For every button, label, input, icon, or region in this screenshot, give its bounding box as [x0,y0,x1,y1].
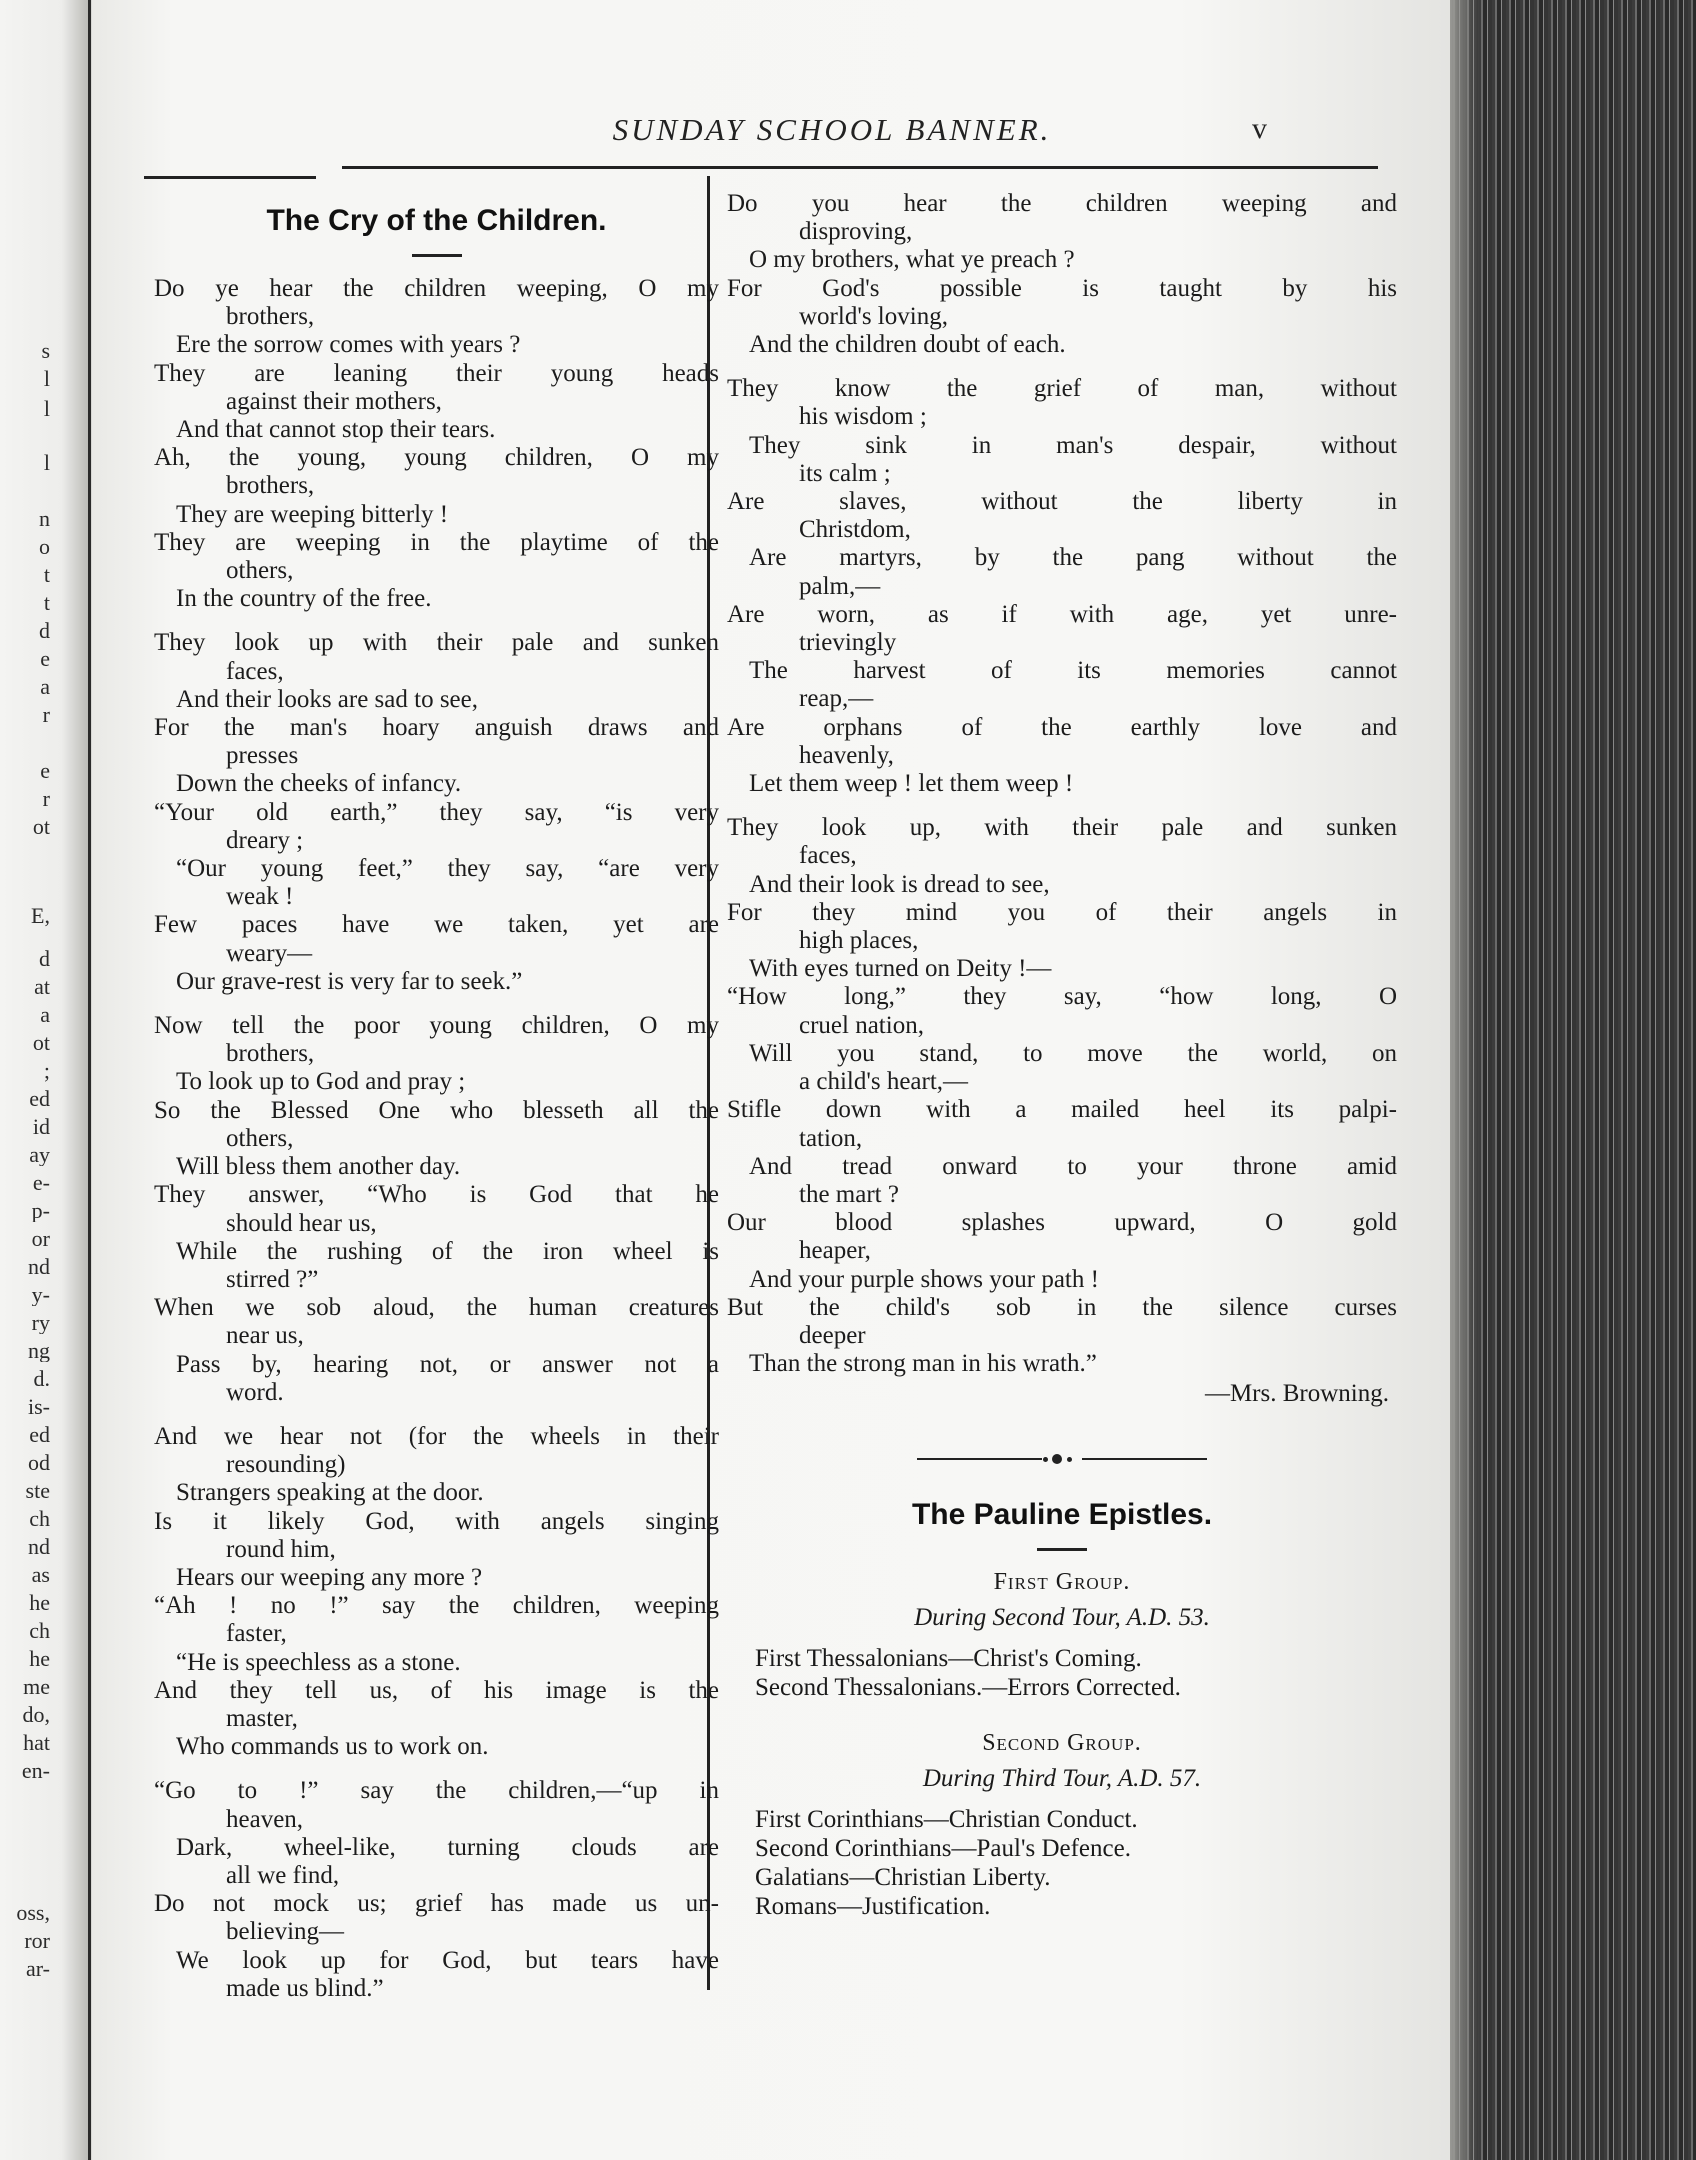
adjacent-page-fragment: ror [24,1930,50,1952]
poem-line: With eyes turned on Deity !— [749,955,1052,983]
stanza-break [154,996,719,1012]
book-page-edges [1450,0,1696,2160]
poem-line: And the children doubt of each. [749,331,1066,359]
poem-line: against their mothers, [226,387,442,415]
poem-line: “How long,” they say, “how long, O [727,983,1397,1011]
poem-line: They know the grief of man, without [727,375,1397,403]
adjacent-page-fragment: y- [31,1284,50,1306]
poem-line: Few paces have we taken, yet are [154,911,719,939]
adjacent-page-fragment: at [34,976,50,998]
adjacent-page-fragment: ar- [26,1958,50,1980]
poem-line: weary— [226,939,313,967]
adjacent-page-fragment: he [29,1592,50,1614]
adjacent-page-fragment: ste [25,1480,50,1502]
section-ornament [917,1452,1207,1466]
poem-line: And their looks are sad to see, [176,685,479,713]
poem-line: “Ah ! no !” say the children, weeping [154,1592,719,1620]
poem-line: Dark, wheel-like, turning clouds are [176,1833,719,1861]
poem-attribution: —Mrs. Browning. [1204,1380,1389,1408]
poem-line: faces, [226,657,284,685]
poem-line: They look up with their pale and sunken [154,629,719,657]
poem-line: Christdom, [799,516,911,544]
poem-line: brothers, [226,1040,315,1068]
stanza-break [154,1407,719,1423]
left-column [154,190,719,2003]
poem-line: Now tell the poor young children, O my [154,1012,719,1040]
epistle-entry: First Thessalonians—Christ's Coming. [755,1645,1142,1673]
poem-line: And their look is dread to see, [749,870,1050,898]
adjacent-page-fragment: ng [28,1340,50,1362]
adjacent-page-fragment: t [43,592,50,614]
adjacent-page-fragment: is- [28,1396,50,1418]
title-rule [412,254,462,257]
group-period: During Third Tour, A.D. 57. [922,1765,1202,1793]
poem-line: For the man's hoary anguish draws and [154,714,719,742]
adjacent-page-fragment: hat [23,1732,50,1754]
poem-line: And tread onward to your throne amid [749,1152,1397,1180]
poem-line: They are weeping bitterly ! [176,500,449,528]
poem-line: others, [226,1124,294,1152]
poem-left-lines [154,275,719,2003]
poem-line: the mart ? [799,1180,899,1208]
stanza-break [154,1761,719,1777]
poem-line: In the country of the free. [176,585,432,613]
poem-line: Are martyrs, by the pang without the [749,544,1397,572]
adjacent-page-fragment: a [40,1004,50,1026]
poem-line: faster, [226,1620,287,1648]
poem-line: dreary ; [226,826,304,854]
adjacent-page-fragment: ch [29,1620,50,1642]
poem-line: Do you hear the children weeping and [727,190,1397,217]
poem-line: tation, [799,1124,863,1152]
adjacent-page-fragment: ry [31,1312,50,1334]
adjacent-page-fragment: r [42,788,50,810]
adjacent-page-fragment: ot [32,1032,50,1054]
poem-line: They answer, “Who is God that he [154,1181,719,1209]
adjacent-page-fragment: ch [29,1508,50,1530]
poem-line: So the Blessed One who blesseth all the [154,1096,719,1124]
poem-line: We look up for God, but tears have [176,1946,719,1974]
poem-line: For God's possible is taught by his [727,274,1397,302]
adjacent-page-fragment: oss, [16,1902,50,1924]
poem-line: brothers, [226,472,315,500]
poem-line: O my brothers, what ye preach ? [749,246,1075,274]
stanza-break [727,798,1397,814]
poem-line: Pass by, hearing not, or answer not a [176,1350,719,1378]
adjacent-page-fragment: d [39,620,50,642]
poem-line: For they mind you of their angels in [727,898,1397,926]
poem-line: heavenly, [799,741,894,769]
epistle-groups [727,1569,1397,1921]
poem-line: Are worn, as if with age, yet unre- [727,600,1397,628]
poem-line: Will you stand, to move the world, on [749,1039,1397,1067]
page-number: v [1252,112,1267,145]
poem-line: They are weeping in the playtime of the [154,528,719,556]
poem-line: all we find, [226,1861,340,1889]
adjacent-page-fragment: nd [28,1536,50,1558]
poem-line: They are leaning their young heads [154,359,719,387]
stanza-break [154,613,719,629]
poem-line: But the child's sob in the silence curses [727,1293,1397,1321]
poem-line: master, [226,1704,298,1732]
stanza-break [727,359,1397,375]
poem-line: heaven, [226,1805,304,1833]
poem-line: its calm ; [799,459,891,487]
poem-line: brothers, [226,303,315,331]
poem-line: word. [226,1378,284,1406]
poem-line: Who commands us to work on. [176,1733,489,1761]
adjacent-page-fragment: ed [29,1088,50,1110]
poem-line: Down the cheeks of infancy. [176,770,462,798]
adjacent-page-fragment: or [31,1228,50,1250]
poem-line: near us, [226,1322,304,1350]
adjacent-page-fragment: d [39,948,50,970]
adjacent-page-fragment: e [40,760,50,782]
adjacent-page-fragment: as [31,1564,50,1586]
epistle-entry: Second Thessalonians.—Errors Corrected. [755,1674,1181,1702]
poem-line: trievingly [799,629,897,657]
adjacent-page-fragment: ot [32,816,50,838]
poem-line: They sink in man's despair, without [749,431,1397,459]
poem-line: faces, [799,842,857,870]
poem-line: “Go to !” say the children,—“up in [154,1777,719,1805]
poem-line: While the rushing of the iron wheel is [176,1237,719,1265]
adjacent-page-fragment: l [43,452,50,474]
poem-line: should hear us, [226,1209,377,1237]
adjacent-page-fragment: he [29,1648,50,1670]
adjacent-page-fragment: l [43,368,50,390]
poem-line: palm,— [799,572,881,600]
running-head: SUNDAY SCHOOL BANNER. [612,112,1052,147]
header-rule-right [342,166,1378,169]
adjacent-page-fragment: p- [31,1200,50,1222]
adjacent-page-fragment: ay [29,1144,50,1166]
poem-line: believing— [226,1918,345,1946]
adjacent-page-fragment: t [43,564,50,586]
poem-line: a child's heart,— [799,1068,969,1096]
poem-line: Hears our weeping any more ? [176,1563,483,1591]
adjacent-page-fragment: o [39,536,50,558]
book-page [92,0,1450,2160]
adjacent-page-fragment: id [32,1116,50,1138]
adjacent-page-fragment: l [43,398,50,420]
poem-line: deeper [799,1321,866,1349]
poem-line: Is it likely God, with angels singing [154,1507,719,1535]
poem-right-lines [727,190,1397,1378]
poem-line: others, [226,557,294,585]
adjacent-page-fragment: ; [43,1060,50,1082]
adjacent-page-fragment: a [40,676,50,698]
poem-line: When we sob aloud, the human creatures [154,1294,719,1322]
adjacent-page-fragment: do, [22,1704,50,1726]
poem-line: The harvest of its memories cannot [749,657,1397,685]
poem-line: disproving, [799,218,913,246]
poem-line: And your purple shows your path ! [749,1265,1099,1293]
poem-line: Are slaves, without the liberty in [727,488,1397,516]
poem-title: The Cry of the Children. [266,204,607,237]
adjacent-page-fragment: me [23,1676,50,1698]
epistle-entry: Romans—Justification. [755,1893,991,1921]
poem-line: Are orphans of the earthly love and [727,713,1397,741]
adjacent-page-fragment: en- [21,1760,50,1782]
poem-line: heaper, [799,1237,871,1265]
adjacent-page-fragment: nd [28,1256,50,1278]
poem-line: And we hear not (for the wheels in their [154,1422,719,1450]
adjacent-page-fragment: r [42,704,50,726]
adjacent-page-fragment: s [41,340,50,362]
poem-line: Let them weep ! let them weep ! [749,770,1074,798]
adjacent-page-fragment: n [39,508,50,530]
epistles-title: The Pauline Epistles. [911,1498,1213,1532]
poem-line: presses [226,742,299,770]
poem-line: resounding) [226,1451,346,1479]
poem-line: Ah, the young, young children, O my [154,444,719,472]
poem-line: world's loving, [799,302,948,330]
group-title: Second Group. [982,1730,1142,1757]
adjacent-page-fragment: d. [33,1368,50,1390]
adjacent-page-fragment: od [28,1452,50,1474]
poem-line: Strangers speaking at the door. [176,1479,484,1507]
poem-line: made us blind.” [226,1974,384,2002]
poem-line: Our blood splashes upward, O gold [727,1209,1397,1237]
poem-line: Do ye hear the children weeping, O my [154,275,719,302]
group-title: First Group. [993,1569,1131,1596]
poem-line: his wisdom ; [799,403,927,431]
poem-line: Than the strong man in his wrath.” [749,1350,1097,1378]
poem-line: “Our young feet,” they say, “are very [176,855,719,883]
poem-line: Do not mock us; grief has made us un- [154,1890,719,1918]
poem-line: They look up, with their pale and sunken [727,814,1397,842]
header-rule-left [144,176,316,179]
poem-line: Our grave-rest is very far to seek.” [176,967,523,995]
poem-line: stirred ?” [226,1265,319,1293]
poem-line: “Your old earth,” they say, “is very [154,798,719,826]
right-column [727,190,1397,1921]
adjacent-page-fragment: ed [29,1424,50,1446]
poem-line: cruel nation, [799,1011,924,1039]
adjacent-page-fragment: e [40,648,50,670]
group-period: During Second Tour, A.D. 53. [914,1604,1210,1632]
poem-line: high places, [799,927,919,955]
adjacent-page-fragment: e- [32,1172,50,1194]
epistles-title-rule [1037,1548,1087,1551]
adjacent-page-edge [0,0,91,2160]
poem-line: “He is speechless as a stone. [176,1648,461,1676]
poem-line: And they tell us, of his image is the [154,1676,719,1704]
poem-line: Ere the sorrow comes with years ? [176,331,521,359]
epistle-entry: Galatians—Christian Liberty. [755,1864,1051,1892]
poem-line: Stifle down with a mailed heel its palpi- [727,1096,1397,1124]
poem-line: Will bless them another day. [176,1153,461,1181]
poem-line: round him, [226,1535,336,1563]
epistle-entry: First Corinthians—Christian Conduct. [755,1806,1138,1834]
poem-line: reap,— [799,685,874,713]
poem-line: To look up to God and pray ; [176,1068,466,1096]
epistle-entry: Second Corinthians—Paul's Defence. [755,1835,1131,1863]
poem-line: And that cannot stop their tears. [176,416,496,444]
poem-line: weak ! [226,883,294,911]
adjacent-page-fragment: E, [31,905,50,927]
